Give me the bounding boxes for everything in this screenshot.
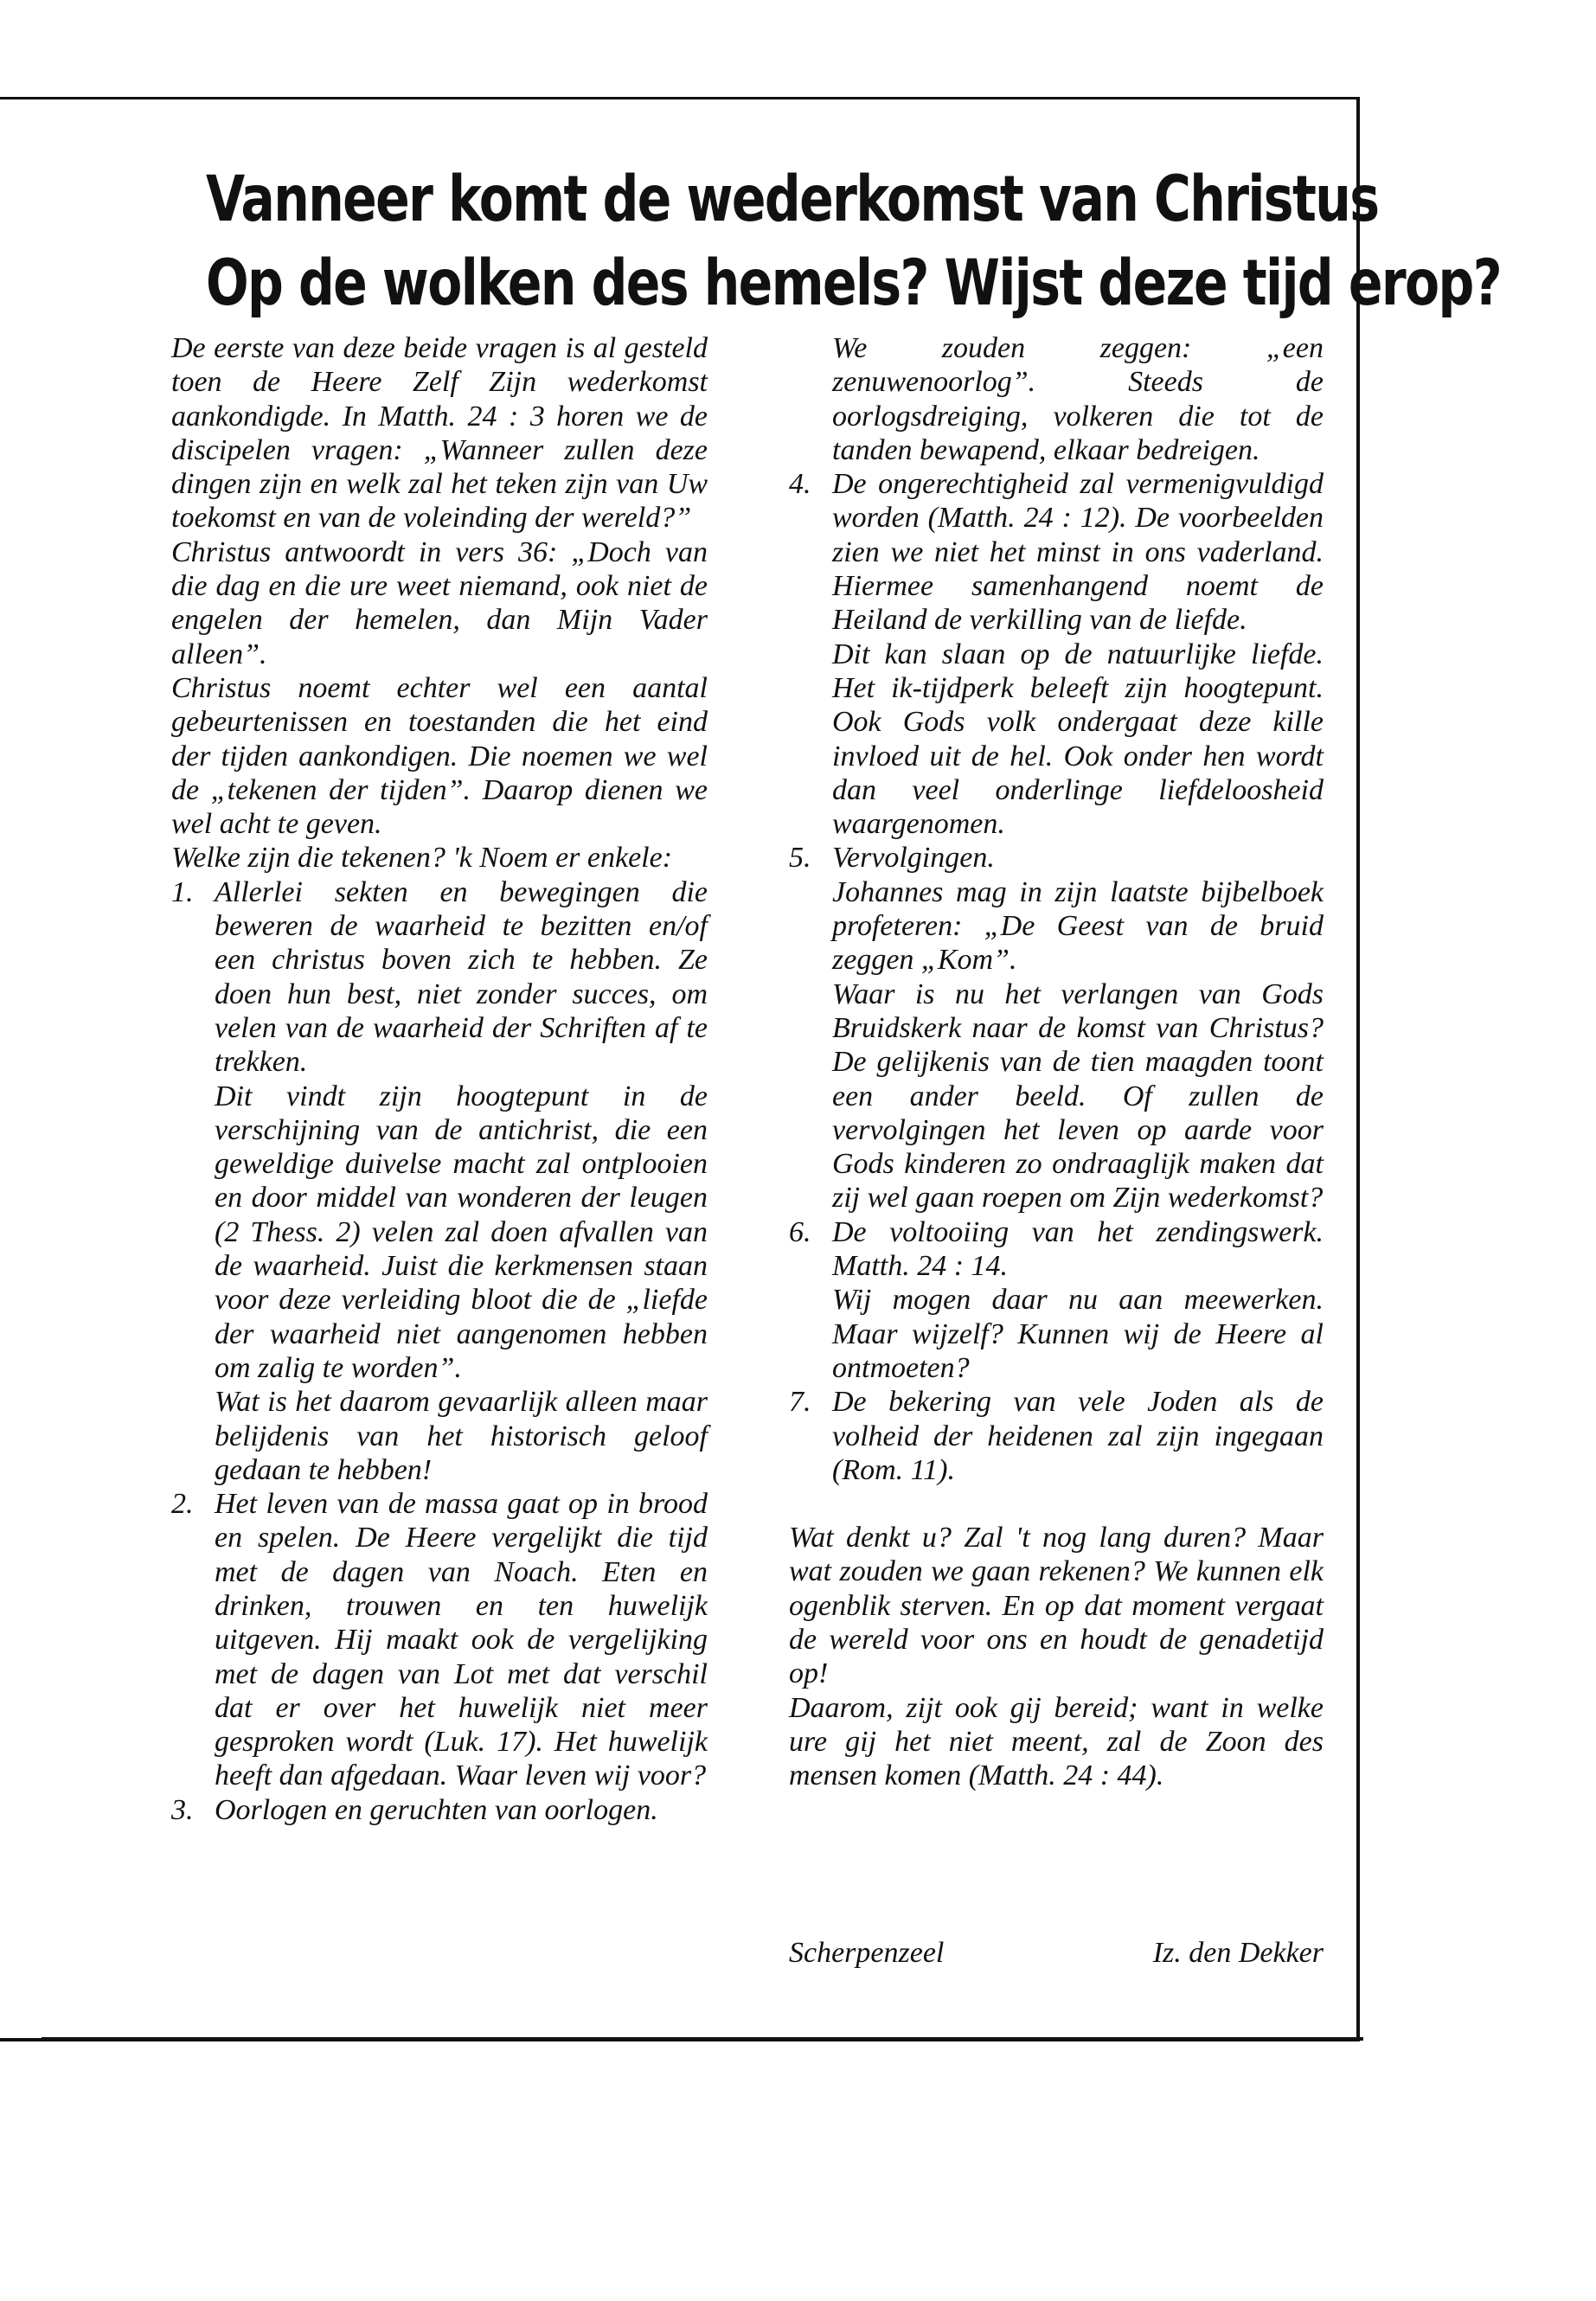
list-item-number: 6. [789,1215,811,1248]
list-item-number: 2. [171,1488,194,1521]
list-item-text: De voltooiing van het zendingswerk. Matth. 24 : 14. [832,1215,1324,1283]
list-item-text: Allerlei sekten en bewegingen die beweren de waarheid te bezitten en/of een christus boven zich te hebben. Ze doen hun best, niet zonder succes, om velen van de waarheid der Schriften af te trekken. [215,875,708,1079]
list-item-text: Wij mogen daar nu aan meewerken. Maar wijzelf? Kunnen wij de Heere al ontmoeten? [832,1284,1324,1384]
list-item [789,467,1324,841]
list-item-text: De bekering van vele Joden als de volheid der heidenen zal zijn ingegaan (Rom. 11). [832,1386,1324,1486]
list-item-text: Wat is het daarom gevaarlijk alleen maar belijdenis van het historisch geloof gedaan te hebben! [215,1386,708,1486]
list-item [789,841,1324,1215]
list-item-text: Johannes mag in zijn laatste bijbelboek profeteren: „De Geest van de bruid zeggen „Kom”. [832,875,1324,977]
list-item-number: 1. [171,875,194,908]
closing-paragraph: Daarom, zijt ook gij bereid; want in welke ure gij het niet meent, zal de Zoon des mensen komen (Matth. 24 : 44). [789,1691,1324,1792]
paragraph-gap [789,1487,1324,1521]
signature-author: Iz. den Dekker [1152,1937,1324,1969]
signature-place: Scherpenzeel [789,1937,945,1969]
intro-paragraph: Christus noemt echter wel een aantal gebeurtenissen en toestanden die het eind der tijden aankondigen. Die noemen we wel de „tekenen der tijden”. Daarop dienen we wel acht te geven. [171,671,708,841]
list-item-continuation [789,331,1324,467]
list-item-text: De ongerechtigheid zal vermenigvuldigd worden (Matth. 24 : 12). De voorbeelden zien we niet het minst in ons vaderland. Hiermee samenhangend noemt de Heiland de verkilling van de liefde. [832,468,1324,637]
list-item-text: Vervolgingen. [832,842,995,875]
left-column [171,331,708,1827]
list-item-number: 7. [789,1386,811,1419]
list-item [171,1793,708,1827]
title-line-1: Vanneer komt de wederkomst van Christus [206,163,1379,236]
list-item-text: Het leven van de massa gaat op in brood en spelen. De Heere vergelijkt die tijd met de dagen van Noach. Eten en drinken, trouwen en ten huwelijk uitgeven. Hij maakt ook de vergelijking met de dagen van Lot met dat verschil dat er over het huwelijk niet meer gesproken wordt (Luk. 17). Het huwelijk heeft dan afgedaan. Waar leven wij voor? [215,1488,708,1792]
article-title [206,157,1502,325]
bottom-rule [42,2037,1363,2041]
intro-paragraph: De eerste van deze beide vragen is al gesteld toen de Heere Zelf Zijn wederkomst aankondigde. In Matth. 24 : 3 horen we de discipelen vragen: „Wanneer zullen deze dingen zijn en welk zal het teken zijn van Uw toekomst en van de voleinding der wereld?” [171,332,708,535]
list-item-text: Oorlogen en geruchten van oorlogen. [215,1793,658,1826]
list-item-number: 3. [171,1793,194,1826]
signs-list [171,875,708,1827]
title-line-2: Op de wolken des hemels? Wijst deze tijd erop? [206,247,1502,320]
signature-line [789,1936,1324,1971]
list-item-text: Waar is nu het verlangen van Gods Bruidskerk naar de komst van Christus? De gelijkenis van de tien maagden toont een ander beeld. Of zullen de vervolgingen het leven op aarde voor Gods kinderen zo ondraaglijk maken dat zij wel gaan roepen om Zijn wederkomst? [832,977,1324,1215]
list-item [789,1385,1324,1487]
list-item [171,1487,708,1793]
intro-paragraph: Welke zijn die tekenen? 'k Noem er enkele: [171,842,673,875]
list-item-text: Dit vindt zijn hoogtepunt in de verschijning van de antichrist, die een geweldige duivelse macht zal ontplooien en door middel van wonderen der leugen (2 Thess. 2) velen zal doen afvallen van de waarheid. Juist die kerkmensen staan voor deze verleiding bloot die de „liefde der waarheid niet aangenomen hebben om zalig te worden”. [215,1080,708,1384]
list-item-text: Dit kan slaan op de natuurlijke liefde. Het ik-tijdperk beleeft zijn hoogtepunt. Ook Gods volk ondergaat deze kille invloed uit de hel. Ook onder hen wordt dan veel onderlinge liefdeloosheid waargenomen. [832,638,1324,841]
list-item-number: 5. [789,842,811,875]
list-item [171,875,708,1487]
list-item-number: 4. [789,468,811,501]
closing-paragraph: Wat denkt u? Zal 't nog lang duren? Maar wat zouden we gaan rekenen? We kunnen elk ogenblik sterven. En op dat moment vergaat de wereld voor ons en houdt de genadetijd op! [789,1522,1324,1690]
right-column [789,331,1324,1792]
list-item-text: We zouden zeggen: „een zenuwenoorlog”. Steeds de oorlogsdreiging, volkeren die tot de tanden bewapend, elkaar bedreigen. [832,332,1324,466]
list-item [789,1215,1324,1385]
intro-paragraph: Christus antwoordt in vers 36: „Doch van die dag en die ure weet niemand, ook niet de engelen der hemelen, dan Mijn Vader alleen”. [171,535,708,670]
